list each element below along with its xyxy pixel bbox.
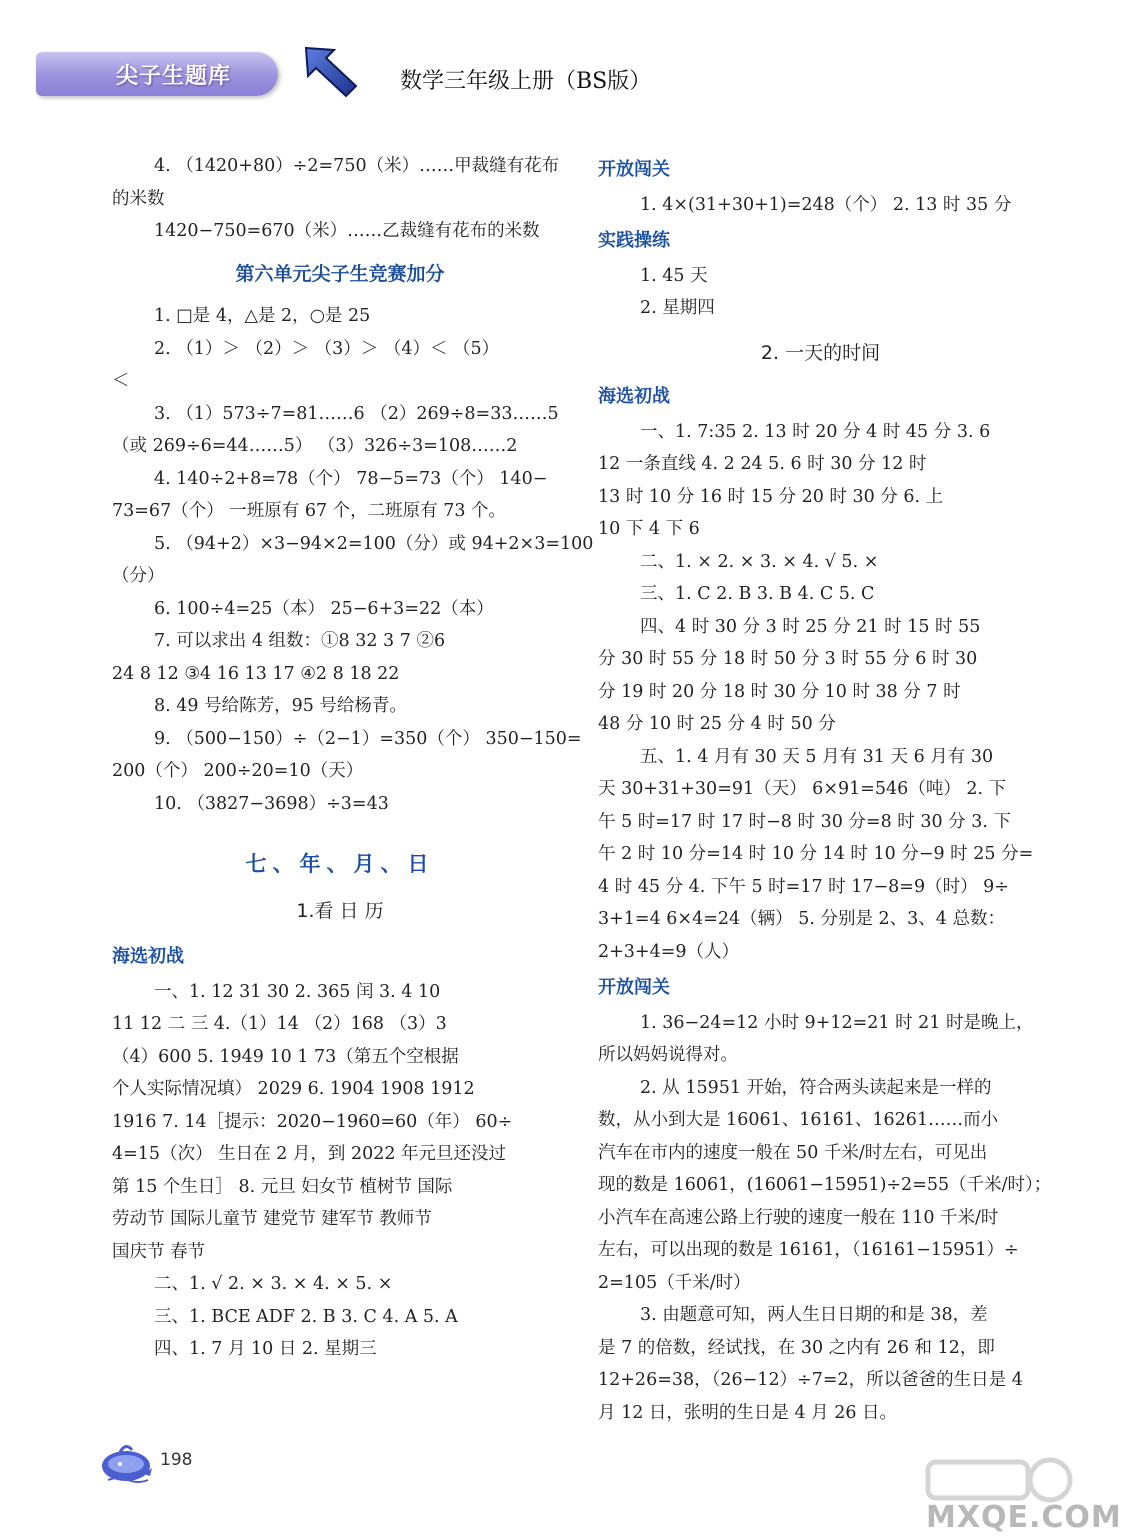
answer-line: 是 7 的倍数，经试找，在 30 之内有 26 和 12，即 (598, 1337, 995, 1358)
answer-line: 2. （1）＞ （2）＞ （3）＞ （4）＜ （5） (154, 338, 500, 359)
answer-line: 一、1. 12 31 30 2. 365 闰 3. 4 10 (154, 981, 441, 1002)
mascot-icon (98, 1440, 158, 1484)
answer-line: 分 30 时 55 分 18 时 50 分 3 时 55 分 6 时 30 (598, 649, 978, 669)
answer-line: 现的数是 16061，(16061−15951)÷2=55（千米/时）； (598, 1175, 1052, 1195)
answer-line: 数，从小到大是 16061、16161、16261……而小 (598, 1110, 999, 1130)
answer-line: 3+1=4 6×4=24（辆） 5. 分别是 2、3、4 总数： (598, 909, 1006, 929)
answer-line: 1420−750=670（米）……乙裁缝有花布的米数 (154, 221, 540, 241)
answer-line: 午 2 时 10 分=14 时 10 分 14 时 10 分−9 时 25 分= (598, 844, 1034, 864)
answer-line: 11 12 二 三 4.（1）14 （2）168 （3）3 (112, 1014, 447, 1034)
answer-line: 7. 可以求出 4 组数：①8 32 3 7 ②6 (154, 631, 446, 651)
answer-line: 2. 星期四 (640, 298, 715, 318)
answer-line: 12+26=38，（26−12）÷7=2，所以爸爸的生日是 4 (598, 1370, 1023, 1390)
answer-line: 1. 45 天 (640, 265, 708, 286)
answer-line: 2=105（千米/时） (598, 1272, 751, 1293)
answer-line: 1. □是 4，△是 2，○是 25 (154, 306, 371, 326)
answer-line: 3. （1）573÷7=81……6 （2）269÷8=33……5 (154, 403, 559, 424)
answer-line: 汽车在市内的速度一般在 50 千米/时左右，可见出 (598, 1142, 988, 1163)
answer-line: 四、4 时 30 分 3 时 25 分 21 时 15 时 55 (640, 616, 981, 637)
answer-line: 午 5 时=17 时 17 时−8 时 30 分=8 时 30 分 3. 下 (598, 811, 1011, 832)
answer-line: 5. （94+2）×3−94×2=100（分）或 94+2×3=100 (154, 533, 594, 554)
answer-line: 24 8 12 ③4 16 13 17 ④2 8 18 22 (112, 663, 400, 684)
answer-line: 4. 140÷2+8=78（个） 78−5=73（个） 140− (154, 468, 548, 489)
arrow-icon (300, 44, 360, 100)
answer-line: ＜ (112, 371, 130, 391)
answer-line: 13 时 10 分 16 时 15 分 20 时 30 分 6. 上 (598, 486, 944, 507)
answer-line: （分） (112, 566, 165, 586)
answer-line: 二、1. √ 2. × 3. × 4. × 5. × (154, 1274, 393, 1294)
answer-line: 小汽车在高速公路上行驶的速度一般在 110 千米/时 (598, 1207, 999, 1228)
answer-line: 所以妈妈说得对。 (598, 1045, 738, 1065)
answer-line: 4 时 45 分 4. 下午 5 时=17 时 17−8=9（时） 9÷ (598, 876, 1009, 897)
answer-line: 天 30+31+30=91（天） 6×91=546（吨） 2. 下 (598, 779, 1007, 799)
subsection-heading: 实践操练 (598, 230, 670, 251)
section-heading: 1.看 日 历 (296, 899, 384, 922)
answer-line: 73=67（个） 一班原有 67 个，二班原有 73 个。 (112, 501, 507, 521)
answer-line: 6. 100÷4=25（本） 25−6+3=22（本） (154, 598, 494, 619)
answer-line: 四、1. 7 月 10 日 2. 星期三 (154, 1339, 377, 1359)
answer-line: 10 下 4 下 6 (598, 519, 700, 539)
subsection-heading: 海选初战 (112, 946, 184, 967)
answer-line: 国庆节 春节 (112, 1241, 206, 1262)
answer-line: 劳动节 国际儿童节 建党节 建军节 教师节 (112, 1209, 432, 1229)
answer-line: 五、1. 4 月有 30 天 5 月有 31 天 6 月有 30 (640, 746, 994, 767)
answer-line: 2+3+4=9（人） (598, 941, 740, 962)
answer-line: 分 19 时 20 分 18 时 30 分 10 时 38 分 7 时 (598, 681, 961, 702)
watermark-text: MXQE.COM (926, 1500, 1122, 1535)
right-column (598, 150, 1052, 1429)
answer-line: 三、1. C 2. B 3. B 4. C 5. C (640, 584, 875, 604)
answer-line: 2. 从 15951 开始，符合两头读起来是一样的 (640, 1077, 992, 1098)
answer-line: （或 269÷6=44……5） （3）326÷3=108……2 (112, 436, 518, 456)
header-tab (36, 52, 278, 96)
answer-line: 左右，可以出现的数是 16161，（16161−15951）÷ (598, 1240, 1019, 1260)
chapter-heading: 七、年、月、日 (245, 852, 435, 876)
subsection-heading: 海选初战 (598, 386, 670, 407)
subsection-heading: 开放闯关 (598, 977, 670, 998)
page-number: 198 (160, 1450, 193, 1470)
subsection-heading: 开放闯关 (598, 159, 670, 180)
answer-line: 12 一条直线 4. 2 24 5. 6 时 30 分 12 时 (598, 454, 927, 474)
answer-line: 4=15（次） 生日在 2 月，到 2022 年元旦还没过 (112, 1144, 507, 1164)
answer-line: 9. （500−150）÷（2−1）=350（个） 350−150= (154, 728, 582, 749)
answer-line: 1916 7. 14［提示：2020−1960=60（年） 60÷ (112, 1111, 513, 1132)
answer-line: 个人实际情况填） 2029 6. 1904 1908 1912 (112, 1079, 475, 1099)
answer-line: 48 分 10 时 25 分 4 时 50 分 (598, 714, 836, 734)
answer-line: （4）600 5. 1949 10 1 73（第五个空根据 (112, 1046, 459, 1067)
unit-heading: 第六单元尖子生竞赛加分 (235, 262, 445, 285)
answer-line: 第 15 个生日］ 8. 元旦 妇女节 植树节 国际 (112, 1176, 453, 1197)
answer-line: 10. （3827−3698）÷3=43 (154, 793, 389, 814)
answer-line: 月 12 日，张明的生日是 4 月 26 日。 (598, 1402, 898, 1423)
answer-line: 1. 36−24=12 小时 9+12=21 时 21 时是晚上， (640, 1012, 1034, 1033)
header-tab-label: 尖子生题库 (116, 64, 232, 89)
answer-line: 一、1. 7:35 2. 13 时 20 分 4 时 45 分 3. 6 (640, 421, 991, 442)
section-heading: 2. 一天的时间 (760, 341, 881, 364)
answer-line: 1. 4×(31+30+1)=248（个） 2. 13 时 35 分 (640, 194, 1012, 215)
answer-line: 三、1. BCE ADF 2. B 3. C 4. A 5. A (154, 1306, 458, 1327)
answer-line: 的米数 (112, 188, 165, 209)
book-title: 数学三年级上册（BS版） (400, 69, 652, 94)
answer-line: 4. （1420+80）÷2=750（米）……甲裁缝有花布 (154, 156, 560, 176)
answer-line: 200（个） 200÷20=10（天） (112, 761, 364, 781)
answer-line: 二、1. × 2. × 3. × 4. √ 5. × (640, 551, 879, 572)
answer-line: 3. 由题意可知，两人生日日期的和是 38，差 (640, 1305, 988, 1325)
answer-line: 8. 49 号给陈芳，95 号给杨青。 (154, 696, 407, 716)
left-column (112, 150, 594, 1366)
